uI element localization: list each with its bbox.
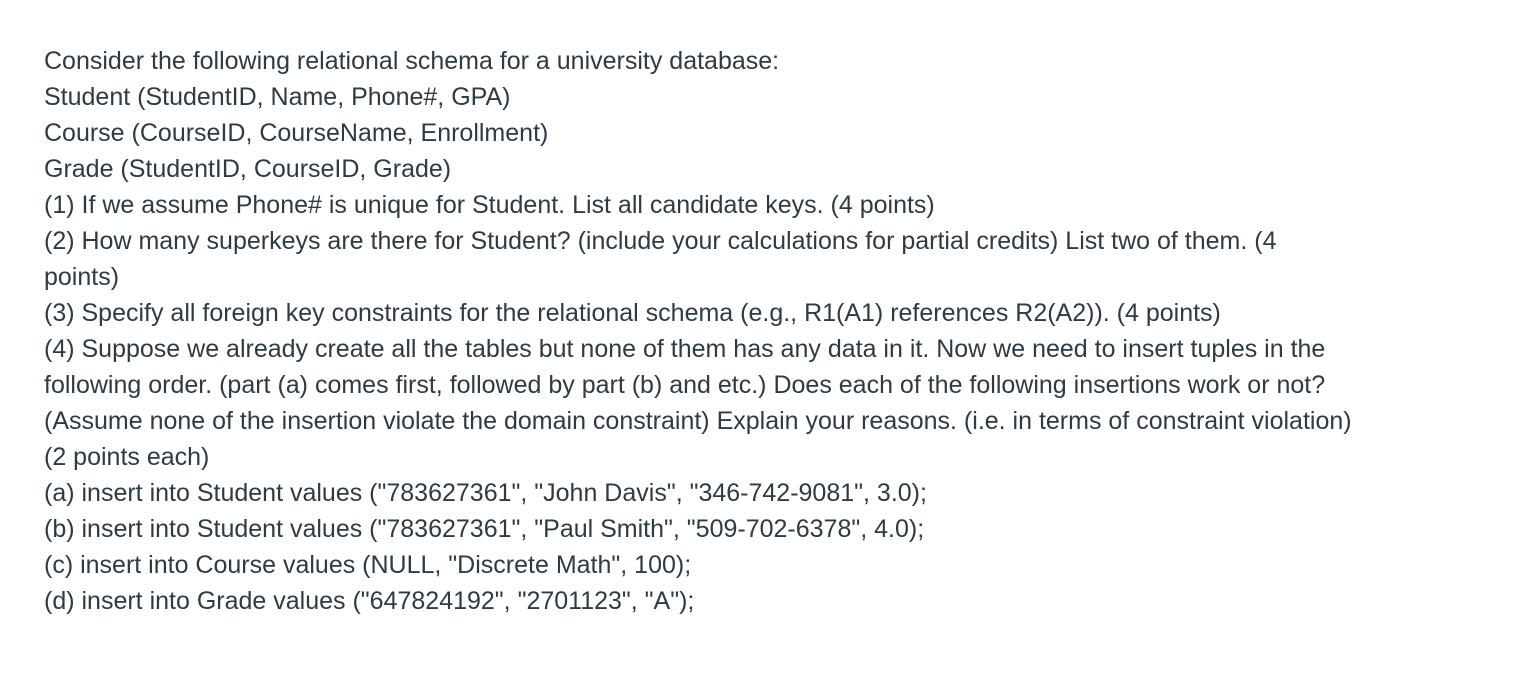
question-2: (2) How many superkeys are there for Student? (include your calculations for partial credits) List two of them. (4 points) — [44, 227, 1277, 291]
insertion-c: (c) insert into Course values (NULL, "Discrete Math", 100); — [44, 551, 692, 579]
intro-text: Consider the following relational schema for a university database: — [44, 47, 780, 75]
schema-student: Student (StudentID, Name, Phone#, GPA) — [44, 83, 511, 111]
insertion-b: (b) insert into Student values ("783627361", "Paul Smith", "509-702-6378", 4.0); — [44, 515, 925, 543]
question-1: (1) If we assume Phone# is unique for Student. List all candidate keys. (4 points) — [44, 191, 935, 219]
question-4: (4) Suppose we already create all the tables but none of them has any data in it. Now we need to insert tuples in the following order. (part (a) comes first, followed by part (b) and etc.) Does each of the following insertions work or not? (Assume none of the insertion violate the domain constraint) Explain your reasons. (i.e. in terms of constraint violation) (2 points each) — [44, 335, 1352, 471]
schema-grade: Grade (StudentID, CourseID, Grade) — [44, 155, 452, 183]
insertion-d: (d) insert into Grade values ("647824192", "2701123", "A"); — [44, 587, 695, 615]
insertion-a: (a) insert into Student values ("783627361", "John Davis", "346-742-9081", 3.0); — [44, 479, 927, 507]
schema-course: Course (CourseID, CourseName, Enrollment) — [44, 119, 549, 147]
question-3: (3) Specify all foreign key constraints for the relational schema (e.g., R1(A1) references R2(A2)). (4 points) — [44, 299, 1221, 327]
question-document — [44, 43, 1374, 619]
